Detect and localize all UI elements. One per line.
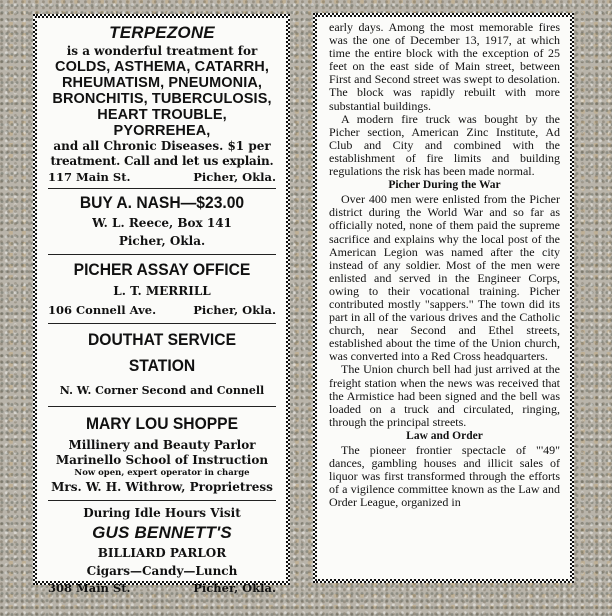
article-paragraph: The Union church bell had just arrived at the freight station when the news was received that the Armistice had been signed and the bell was loaded on a truck and circulated, ringing, through the principal streets.: [329, 362, 560, 429]
ad-line: L. T. MERRILL: [113, 284, 211, 298]
ad-line: W. L. Reece, Box 141: [92, 216, 232, 230]
article-paragraph: A modern fire truck was bought by the Picher section, American Zinc Institute, Ad Club and City and combined with the establishment of fire limits and building regulations the risk has been made normal.: [329, 111, 560, 179]
article-paragraph: Over 400 men were enlisted from the Picher district during the World War and so far as officially noted, none of them paid the supreme sacrifice and explains why the local post of the American Legion was named after the city instead of any soldier. Most of the men were enlisted and served in the Engineer Corps, owing to their vocational training. Picher contributed mostly "sappers." The town did its part in all of the various drives and the Catholic church, near Second and Ethel streets, established about the time of the Union church, was converted into a Red Cross headquarters.: [329, 192, 560, 364]
ad-mary-lou-shoppe: [48, 410, 276, 496]
ad-title: MARY LOU SHOPPE: [85, 414, 239, 433]
ad-address-street: 106 Connell Ave.: [48, 303, 157, 317]
divider: [48, 254, 276, 255]
ad-address: [48, 580, 276, 596]
divider: [48, 188, 276, 189]
ad-line: RHEUMATISM, PNEUMONIA,: [61, 75, 263, 91]
ad-line: treatment. Call and let us explain.: [50, 154, 274, 168]
ad-line: COLDS, ASTHEMA, CATARRH,: [55, 59, 269, 75]
ad-line: Mrs. W. H. Withrow, Proprietress: [51, 480, 273, 494]
ad-line: BILLIARD PARLOR: [97, 546, 227, 560]
ad-line: Picher, Okla.: [118, 234, 206, 248]
ad-line: BRONCHITIS, TUBERCULOSIS,: [52, 91, 272, 107]
ad-title: BUY A. NASH—$23.00: [79, 193, 245, 212]
ad-line: HEART TROUBLE, PYORREHEA,: [97, 107, 227, 139]
ad-title: TERPEZONE: [109, 23, 215, 42]
article-column: [313, 13, 574, 583]
ad-line: is a wonderful treatment for: [66, 44, 258, 58]
divider: [48, 500, 276, 501]
section-heading: Picher During the War: [388, 179, 501, 192]
ad-service-station: [48, 327, 276, 403]
ad-pre-title: During Idle Hours Visit: [83, 506, 241, 520]
ad-line: Now open, expert operator in charge: [74, 468, 250, 478]
ad-terpezone: [48, 22, 276, 185]
ad-address: [48, 169, 276, 185]
ad-line: Cigars—Candy—Lunch: [86, 564, 238, 578]
advertisement-column: [33, 14, 290, 595]
section-heading: Law and Order: [406, 429, 483, 442]
ad-nash: [48, 192, 276, 250]
ad-line: Millinery and Beauty Parlor: [68, 438, 256, 452]
ad-address-street: 308 Main St.: [48, 581, 131, 595]
divider: [48, 323, 276, 324]
ad-address-city: Picher, Okla.: [193, 581, 276, 595]
ad-address-street: 117 Main St.: [48, 170, 131, 184]
divider: [48, 406, 276, 407]
ad-gus-bennetts: [48, 504, 276, 596]
article-paragraph: The pioneer frontier spectacle of "'49" dances, gambling houses and illicit sales of liquor was first transformed through the efforts of a vigilence committee known as the Law and Order League, organized in: [329, 443, 560, 510]
ad-title: GUS BENNETT'S: [92, 523, 232, 542]
article-paragraph: early days. Among the most memorable fires was the one of December 13, 1917, at which time the entire block with the exception of 25 feet on the east side of Main street, between First and Second street was swept to desolation. The block was rapidly rebuilt with more substantial buildings.: [329, 20, 560, 113]
ad-line: and all Chronic Diseases. $1 per: [53, 139, 271, 153]
ad-address-city: Picher, Okla.: [193, 303, 276, 317]
ad-address-city: Picher, Okla.: [193, 170, 276, 184]
article-body: [329, 21, 560, 509]
ad-assay-office: [48, 258, 276, 320]
ad-title: DOUTHAT SERVICE STATION: [87, 330, 237, 375]
ad-line: N. W. Corner Second and Connell: [59, 384, 265, 397]
ad-line: Marinello School of Instruction: [55, 453, 269, 467]
ad-title: PICHER ASSAY OFFICE: [73, 260, 251, 279]
ad-address: [48, 301, 276, 320]
